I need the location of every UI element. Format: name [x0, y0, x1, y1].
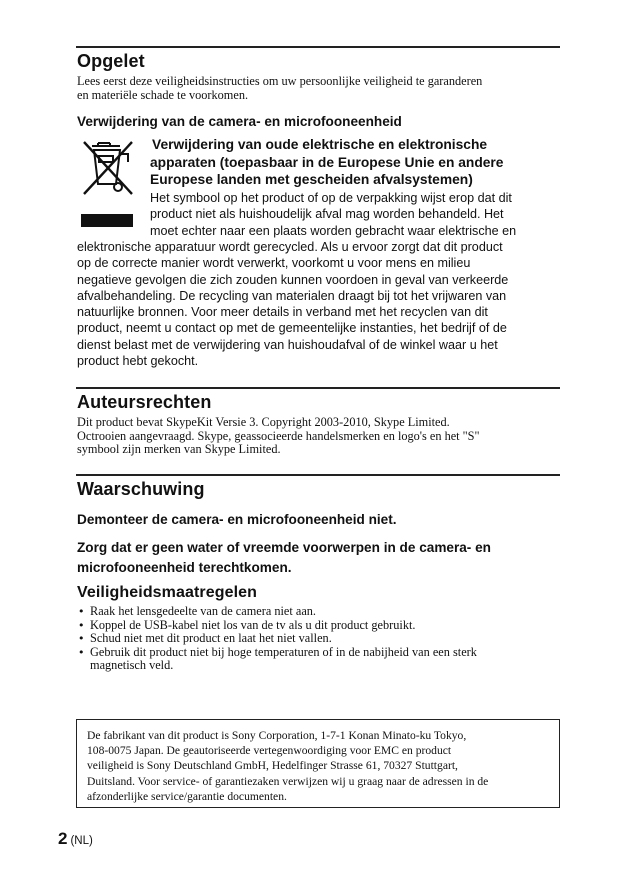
notice-line: afzonderlijke service/garantie documenten. — [87, 789, 287, 803]
list-item-text: Schud niet met dit product en laat het niet vallen. — [90, 631, 332, 645]
crossed-out-wheelie-bin-icon — [78, 138, 138, 198]
weee-heading — [150, 136, 560, 189]
list-item — [77, 646, 561, 673]
intro-line: en materiële schade te voorkomen. — [77, 87, 249, 102]
top-rule — [76, 46, 560, 48]
weee-text-line: natuurlijke bronnen. Voor meer details in verband met het recyclen van dit — [77, 305, 488, 320]
manufacturer-notice-box — [76, 719, 560, 808]
list-item-text-cont: magnetisch veld. — [90, 658, 174, 672]
weee-text-line: afvalbehandeling. De recycling van materialen draagt bij tot het vrijwaren van — [77, 288, 507, 303]
intro-line: Lees eerst deze veiligheidsinstructies om uw persoonlijke veiligheid te garanderen — [77, 74, 483, 88]
notice-line: veiligheid is Sony Deutschland GmbH, Hedelfinger Strasse 61, 70327 Stuttgart, — [87, 759, 458, 773]
manufacturer-notice-text — [87, 728, 553, 804]
weee-text-line: negatieve gevolgen die zich zouden kunnen voordoen in geval van verkeerde — [77, 272, 509, 287]
weee-text-line: product niet als huishoudelijk afval mag worden behandeld. Het — [150, 207, 504, 222]
weee-text-line: moet echter naar een plaats worden gebracht waar elektrische en — [150, 223, 517, 238]
section-title-waarschuwing: Waarschuwing — [77, 479, 205, 499]
weee-text-beside-icon — [150, 190, 560, 239]
weee-text-line: op de correcte manier wordt verwerkt, voorkomt u voor mens en milieu — [77, 256, 471, 271]
notice-line: 108-0075 Japan. De geautoriseerde vertegenwoordiging voor EMC en product — [87, 744, 452, 758]
weee-bar — [81, 214, 133, 227]
copyright-line: Octrooien aangevraagd. Skype, geassocieerde handelsmerken en logo's en het "S" — [77, 428, 480, 443]
disposal-heading: Verwijdering van de camera- en microfooneenheid — [77, 114, 402, 129]
page-footer — [58, 829, 93, 849]
precautions-title: Veiligheidsmaatregelen — [77, 584, 258, 601]
warning-line-1: Demonteer de camera- en microfooneenheid niet. — [77, 512, 397, 527]
list-item — [77, 632, 561, 646]
list-item — [77, 619, 561, 633]
section-title-auteursrechten: Auteursrechten — [77, 392, 212, 412]
list-item-text: Raak het lensgedeelte van de camera niet aan. — [90, 604, 317, 618]
warning-line-2-part: Zorg dat er geen water of vreemde voorwerpen in de camera- en — [77, 540, 491, 555]
weee-text-line: elektronische apparatuur wordt gerecycled. Als u ervoor zorgt dat dit product — [77, 240, 503, 254]
notice-line: De fabrikant van dit product is Sony Corporation, 1-7-1 Konan Minato-ku Tokyo, — [87, 729, 467, 742]
section-title-opgelet: Opgelet — [77, 51, 145, 71]
copyright-line: Dit product bevat SkypeKit Versie 3. Copyright 2003-2010, Skype Limited. — [77, 415, 450, 429]
list-item-text: Koppel de USB-kabel niet los van de tv als u dit product gebruikt. — [90, 617, 416, 632]
weee-text-line: dienst belast met de verwijdering van huishoudafval of de winkel waar u het — [77, 337, 498, 352]
warning-rule — [76, 474, 560, 476]
weee-text-full-width — [77, 239, 561, 369]
warning-line-2 — [77, 538, 491, 578]
precautions-list — [77, 605, 561, 673]
warning-line-2-part: microfooneenheid terechtkomen. — [77, 560, 292, 575]
weee-text-line: product, neemt u contact op met de gemeentelijke instanties, het bedrijf of de — [77, 321, 507, 336]
weee-text-line: Het symbool op het product of op de verpakking wijst erop dat dit — [150, 191, 512, 205]
weee-text-line: product hebt gekocht. — [77, 354, 199, 369]
opgelet-intro — [77, 75, 561, 102]
page-language: (NL) — [70, 835, 93, 847]
copyright-rule — [76, 387, 560, 389]
copyright-text — [77, 416, 561, 457]
list-item — [77, 605, 561, 619]
copyright-line: symbool zijn merken van Skype Limited. — [77, 442, 281, 456]
list-item-text: • Gebruik dit product niet bij hoge temperaturen of in de nabijheid van een sterk — [90, 644, 477, 659]
weee-heading-line: apparaten (toepasbaar in de Europese Unie en andere — [150, 154, 504, 170]
weee-heading-line: Europese landen met gescheiden afvalsystemen) — [150, 172, 473, 187]
page-number: 2 — [58, 829, 68, 848]
notice-line: Duitsland. Voor service- of garantiezaken verwijzen wij u graag naar de adressen in de — [87, 774, 489, 788]
precautions-list-wrapper — [77, 605, 561, 673]
weee-heading-line: Verwijdering van oude elektrische en elektronische — [152, 137, 488, 152]
